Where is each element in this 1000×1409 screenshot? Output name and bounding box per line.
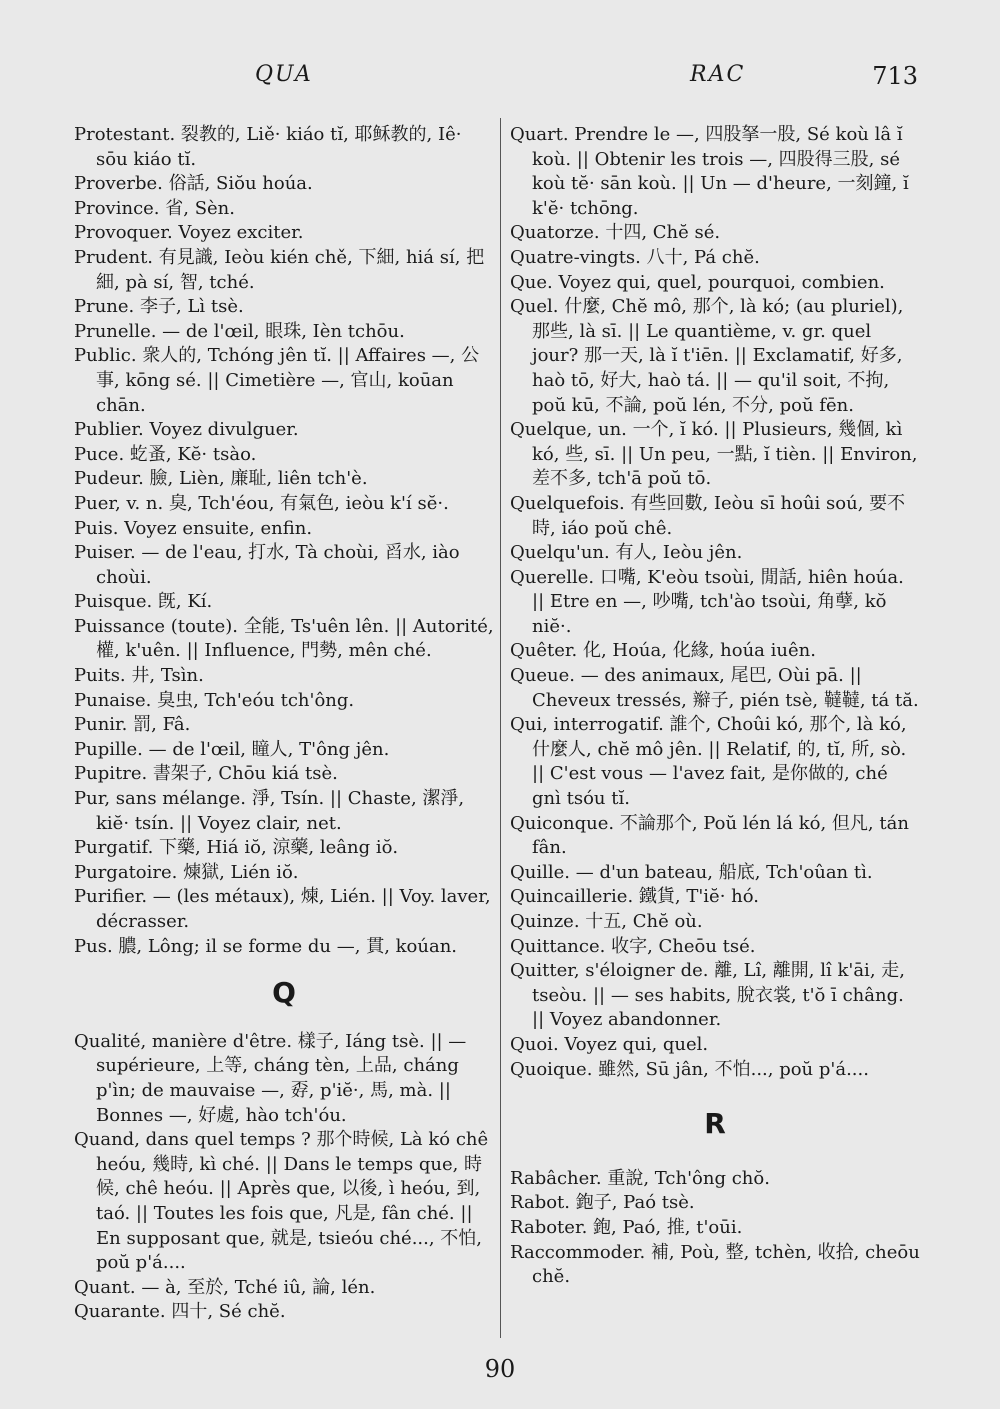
dictionary-entry: Provoquer. Voyez exciter. — [74, 222, 304, 244]
dictionary-entry: Quelque, un. 一个, ĭ kó. || Plusieurs, 幾個, kì kó, 些, sī. || Un peu, 一點, ĭ tièn. || Environ, 差不多, tch'ā poŭ tō. — [510, 419, 918, 490]
dictionary-entry: Quatre-vingts. 八十, Pá chĕ. — [510, 246, 760, 268]
dictionary-entry: Querelle. 口嘴, K'eòu tsoùi, 閒話, hiên hoúa. || Etre en —, 吵嘴, tch'ào tsoùi, 角孽, kŏ niĕ·. — [510, 566, 904, 637]
dictionary-entry: Puis. Voyez ensuite, enfin. — [74, 517, 313, 539]
dictionary-entry: Quoique. 雖然, Sū jân, 不怕..., poŭ p'á.... — [510, 1058, 869, 1080]
dictionary-entry: Purgatif. 下藥, Hiá iŏ, 涼藥, leâng iŏ. — [74, 837, 399, 859]
right-column — [510, 123, 920, 1290]
dictionary-entry: Punaise. 臭虫, Tch'eóu tch'ông. — [74, 689, 355, 711]
dictionary-entry: Prune. 李子, Lì tsè. — [74, 296, 244, 318]
dictionary-entry: Purgatoire. 煉獄, Lién iŏ. — [74, 861, 299, 883]
dictionary-entry: Raboter. 鉋, Paó, 推, t'oūi. — [510, 1216, 743, 1238]
dictionary-entry: Quittance. 收字, Cheōu tsé. — [510, 935, 756, 957]
dictionary-entry: Quel. 什麼, Chĕ mô, 那个, là kó; (au pluriel), 那些, là sī. || Le quantième, v. gr. quel jour? 那一天, là ĭ t'iēn. || Exclamatif, 好多, haò tō, 好大, haò tá. || — qu'il soit, 不拘, poŭ kū, 不論, poŭ lén, 不分, poŭ fēn. — [510, 296, 904, 416]
dictionary-entry: Province. 省, Sèn. — [74, 197, 235, 219]
dictionary-entry: Rabâcher. 重說, Tch'ông chŏ. — [510, 1167, 770, 1189]
page-number: 713 — [872, 62, 918, 90]
dictionary-entry: Proverbe. 俗話, Siŏu hoúa. — [74, 173, 313, 195]
dictionary-entry: Quelqu'un. 有人, Ieòu jên. — [510, 542, 743, 564]
column-divider — [500, 118, 501, 1338]
signature-number: 90 — [484, 1355, 516, 1383]
dictionary-entry: Que. Voyez qui, quel, pourquoi, combien. — [510, 271, 885, 293]
dictionary-entry: Pupitre. 書架子, Chōu kiá tsè. — [74, 763, 338, 785]
right-entries-r — [510, 1167, 920, 1290]
dictionary-entry: Quille. — d'un bateau, 船底, Tch'oûan tì. — [510, 861, 873, 883]
dictionary-entry: Pus. 膿, Lông; il se forme du —, 貫, koúan. — [74, 935, 458, 957]
dictionary-entry: Quant. — à, 至於, Tché iû, 論, lén. — [74, 1276, 376, 1298]
dictionary-entry: Quincaillerie. 鐵貨, T'iĕ· hó. — [510, 886, 759, 908]
dictionary-entry: Quitter, s'éloigner de. 離, Lî, 離開, lî k'āi, 走, tseòu. || — ses habits, 脫衣裳, t'ŏ ī châng. || Voyez abandonner. — [510, 960, 905, 1031]
dictionary-entry: Quêter. 化, Hoúa, 化緣, hoúa iuên. — [510, 640, 816, 662]
dictionary-entry: Quelquefois. 有些回數, Ieòu sī hoûi soú, 要不時, iáo poŭ chê. — [510, 492, 906, 539]
dictionary-entry: Queue. — des animaux, 尾巴, Oùi pā. || Cheveux tressés, 辮子, pién tsè, 韃韃, tá tă. — [510, 665, 919, 711]
dictionary-entry: Quatorze. 十四, Chĕ sé. — [510, 222, 721, 244]
left-entries-q — [74, 1030, 494, 1325]
section-letter-r: R — [704, 1107, 726, 1141]
dictionary-entry: Punir. 罰, Fâ. — [74, 714, 191, 736]
dictionary-entry: Puits. 井, Tsìn. — [74, 665, 204, 687]
left-column — [74, 123, 494, 1325]
section-letter-q: Q — [272, 976, 296, 1010]
dictionary-entry: Puiser. — de l'eau, 打水, Tà choùi, 舀水, iào choùi. — [74, 542, 460, 588]
dictionary-entry: Puisque. 旣, Kí. — [74, 591, 213, 613]
dictionary-entry: Puissance (toute). 全能, Ts'uên lên. || Autorité, 權, k'uên. || Influence, 門勢, mên ché. — [74, 615, 494, 662]
dictionary-entry: Quoi. Voyez qui, quel. — [510, 1033, 709, 1055]
dictionary-entry: Purifier. — (les métaux), 煉, Lién. || Voy. laver, décrasser. — [74, 886, 491, 932]
dictionary-entry: Prudent. 有見識, Ieòu kién chě, 下細, hiá sí, 把細, pà sí, 智, tché. — [74, 246, 485, 293]
left-entries — [74, 123, 494, 959]
dictionary-entry: Prunelle. — de l'œil, 眼珠, Ièn tchōu. — [74, 320, 405, 342]
dictionary-entry: Qualité, manière d'être. 樣子, Iáng tsè. || — supérieure, 上等, cháng tèn, 上品, cháng p'ìn; de mauvaise —, 孬, p'iĕ·, 馬, mà. || Bonnes —, 好處, hào tch'óu. — [74, 1030, 467, 1126]
running-head-left: QUA — [255, 62, 313, 87]
dictionary-entry: Raccommoder. 補, Poù, 整, tchèn, 收拾, cheōu chĕ. — [510, 1241, 920, 1288]
dictionary-entry: Public. 衆人的, Tchóng jên tĭ. || Affaires —, 公事, kōng sé. || Cimetière —, 官山, koūan chān. — [74, 345, 480, 416]
right-entries — [510, 123, 920, 1082]
dictionary-entry: Publier. Voyez divulguer. — [74, 419, 299, 441]
dictionary-entry: Pudeur. 臉, Lièn, 廉耻, liên tch'è. — [74, 468, 368, 490]
dictionary-entry: Puce. 虼蚤, Kĕ· tsào. — [74, 443, 257, 465]
dictionary-entry: Quiconque. 不論那个, Poŭ lén lá kó, 但凡, tán fân. — [510, 812, 909, 859]
dictionary-entry: Quinze. 十五, Chĕ où. — [510, 911, 703, 932]
dictionary-entry: Rabot. 鉋子, Paó tsè. — [510, 1192, 695, 1214]
dictionary-entry: Quand, dans quel temps ? 那个時候, Là kó chê heóu, 幾時, kì ché. || Dans le temps que, 時候, chê heóu. || Après que, 以後, ì heóu, 到, taó. || Toutes les fois que, 凡是, fân ché. || En supposant que, 就是, tsieóu ché..., 不怕, poŭ p'á.... — [74, 1129, 489, 1274]
dictionary-entry: Quart. Prendre le —, 四股拏一股, Sé koù lâ ĭ koù. || Obtenir les trois —, 四股得三股, sé koù tĕ· sān koù. || Un — d'heure, 一刻鐘, ĭ k'ĕ· tchōng. — [510, 124, 909, 219]
dictionary-entry: Pur, sans mélange. 淨, Tsín. || Chaste, 潔淨, kiĕ· tsín. || Voyez clair, net. — [74, 788, 465, 834]
dictionary-entry: Quarante. 四十, Sé chĕ. — [74, 1301, 286, 1323]
dictionary-entry: Qui, interrogatif. 誰个, Choûi kó, 那个, là kó, 什麼人, chĕ mô jên. || Relatif, 的, tĭ, 所, sò. || C'est vous — l'avez fait, 是你做的, ché gnì tsóu tĭ. — [510, 714, 907, 810]
dictionary-entry: Pupille. — de l'œil, 瞳人, T'ông jên. — [74, 738, 390, 760]
running-head-right: RAC — [690, 62, 746, 87]
dictionary-entry: Protestant. 裂教的, Liě· kiáo tĭ, 耶稣教的, Iê· sōu kiáo tĭ. — [74, 124, 462, 170]
dictionary-entry: Puer, v. n. 臭, Tch'éou, 有氣色, ieòu k'í sĕ·. — [74, 492, 449, 514]
